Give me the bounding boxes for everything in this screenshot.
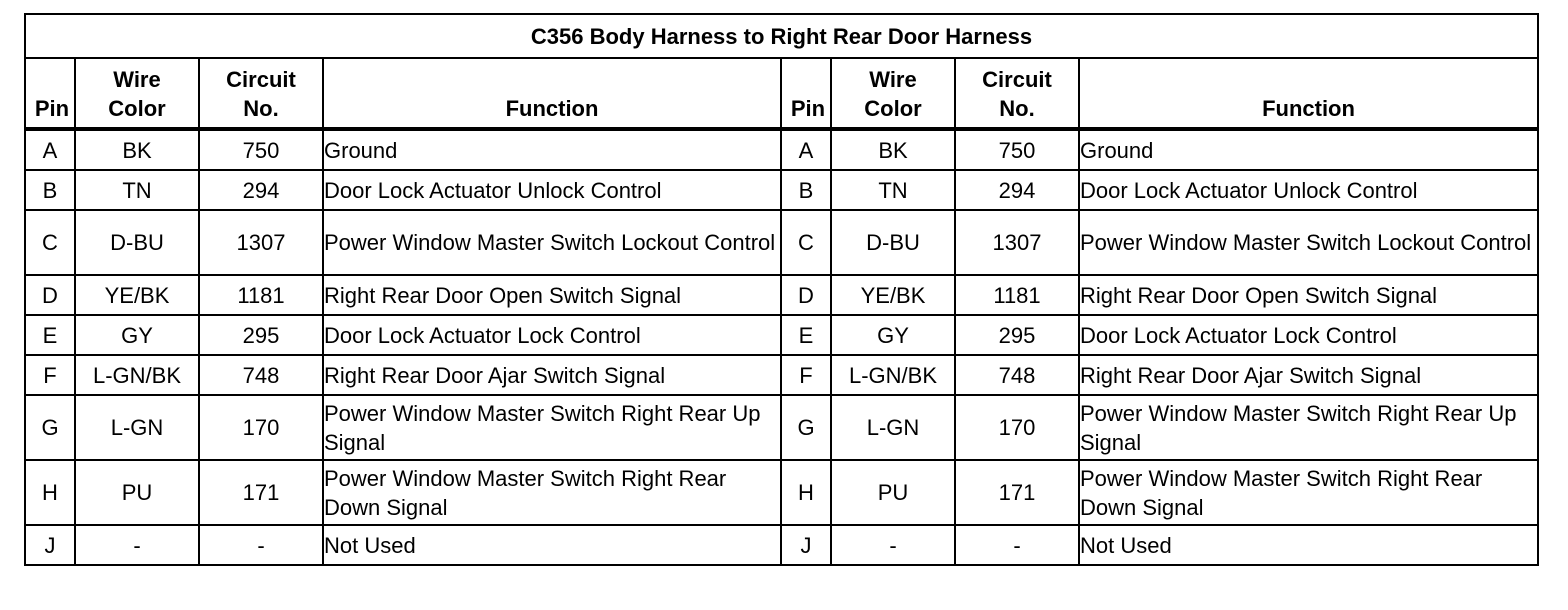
header-circuit-no-right-line1: Circuit — [982, 67, 1052, 92]
table-row — [25, 275, 1538, 315]
header-circuit-no-right — [955, 58, 1079, 129]
header-wire-color-line1: Wire — [113, 67, 161, 92]
header-circuit-no-line1: Circuit — [226, 67, 296, 92]
pin-cell: B — [781, 170, 831, 210]
wire-color-cell: - — [831, 525, 955, 565]
wire-color-cell: GY — [75, 315, 199, 355]
function-cell: Power Window Master Switch Lockout Control — [323, 210, 781, 275]
function-cell: Ground — [323, 129, 781, 170]
function-cell: Ground — [1079, 129, 1538, 170]
header-wire-color-right — [831, 58, 955, 129]
pin-cell: J — [781, 525, 831, 565]
circuit-cell: 748 — [199, 355, 323, 395]
table-title: C356 Body Harness to Right Rear Door Harness — [25, 14, 1538, 58]
function-cell: Power Window Master Switch Right Rear Up Signal — [1079, 395, 1538, 460]
pin-cell: E — [781, 315, 831, 355]
function-cell: Power Window Master Switch Right Rear Down Signal — [1079, 460, 1538, 525]
pin-cell: F — [25, 355, 75, 395]
wire-color-cell: PU — [831, 460, 955, 525]
header-circuit-no-right-line2: No. — [999, 96, 1035, 121]
wire-color-cell: L-GN/BK — [831, 355, 955, 395]
function-cell: Right Rear Door Ajar Switch Signal — [1079, 355, 1538, 395]
circuit-cell: 294 — [955, 170, 1079, 210]
wire-color-cell: L-GN — [75, 395, 199, 460]
table-row — [25, 129, 1538, 170]
pin-cell: H — [781, 460, 831, 525]
pin-cell: D — [25, 275, 75, 315]
pin-cell: D — [781, 275, 831, 315]
pin-cell: G — [781, 395, 831, 460]
wire-color-cell: BK — [831, 129, 955, 170]
function-cell: Power Window Master Switch Lockout Control — [1079, 210, 1538, 275]
table-row — [25, 170, 1538, 210]
table-row — [25, 315, 1538, 355]
wire-color-cell: - — [75, 525, 199, 565]
pin-cell: C — [781, 210, 831, 275]
pin-cell: E — [25, 315, 75, 355]
pin-cell: G — [25, 395, 75, 460]
header-wire-color — [75, 58, 199, 129]
function-cell: Door Lock Actuator Lock Control — [1079, 315, 1538, 355]
wire-color-cell: YE/BK — [831, 275, 955, 315]
header-circuit-no — [199, 58, 323, 129]
table-row — [25, 460, 1538, 525]
header-pin: Pin — [25, 58, 75, 129]
function-cell: Right Rear Door Open Switch Signal — [1079, 275, 1538, 315]
circuit-cell: 294 — [199, 170, 323, 210]
header-wire-color-line2: Color — [108, 96, 166, 121]
circuit-cell: 1307 — [199, 210, 323, 275]
header-function: Function — [323, 58, 781, 129]
header-wire-color-right-line1: Wire — [869, 67, 917, 92]
circuit-cell: - — [199, 525, 323, 565]
wire-color-cell: YE/BK — [75, 275, 199, 315]
table-row — [25, 525, 1538, 565]
function-cell: Power Window Master Switch Right Rear Down Signal — [323, 460, 781, 525]
circuit-cell: 748 — [955, 355, 1079, 395]
header-wire-color-right-line2: Color — [864, 96, 922, 121]
pin-cell: B — [25, 170, 75, 210]
table-body — [25, 129, 1538, 565]
circuit-cell: 171 — [199, 460, 323, 525]
table-row — [25, 395, 1538, 460]
circuit-cell: 1181 — [955, 275, 1079, 315]
table-row — [25, 355, 1538, 395]
circuit-cell: - — [955, 525, 1079, 565]
circuit-cell: 295 — [955, 315, 1079, 355]
wire-color-cell: L-GN/BK — [75, 355, 199, 395]
connector-table — [24, 13, 1539, 566]
header-row — [25, 58, 1538, 129]
circuit-cell: 1307 — [955, 210, 1079, 275]
pin-cell: H — [25, 460, 75, 525]
header-circuit-no-line2: No. — [243, 96, 279, 121]
function-cell: Not Used — [1079, 525, 1538, 565]
circuit-cell: 171 — [955, 460, 1079, 525]
wire-color-cell: GY — [831, 315, 955, 355]
table-row — [25, 210, 1538, 275]
pin-cell: A — [25, 129, 75, 170]
circuit-cell: 750 — [199, 129, 323, 170]
function-cell: Not Used — [323, 525, 781, 565]
wire-color-cell: BK — [75, 129, 199, 170]
pin-cell: J — [25, 525, 75, 565]
pin-cell: A — [781, 129, 831, 170]
function-cell: Door Lock Actuator Unlock Control — [1079, 170, 1538, 210]
wire-color-cell: PU — [75, 460, 199, 525]
wire-color-cell: TN — [75, 170, 199, 210]
function-cell: Right Rear Door Open Switch Signal — [323, 275, 781, 315]
header-pin-right: Pin — [781, 58, 831, 129]
circuit-cell: 170 — [955, 395, 1079, 460]
circuit-cell: 1181 — [199, 275, 323, 315]
function-cell: Door Lock Actuator Lock Control — [323, 315, 781, 355]
circuit-cell: 170 — [199, 395, 323, 460]
function-cell: Right Rear Door Ajar Switch Signal — [323, 355, 781, 395]
pin-cell: F — [781, 355, 831, 395]
wire-color-cell: L-GN — [831, 395, 955, 460]
wire-color-cell: D-BU — [75, 210, 199, 275]
function-cell: Power Window Master Switch Right Rear Up Signal — [323, 395, 781, 460]
pin-cell: C — [25, 210, 75, 275]
circuit-cell: 295 — [199, 315, 323, 355]
function-cell: Door Lock Actuator Unlock Control — [323, 170, 781, 210]
wire-color-cell: D-BU — [831, 210, 955, 275]
wire-color-cell: TN — [831, 170, 955, 210]
header-function-right: Function — [1079, 58, 1538, 129]
circuit-cell: 750 — [955, 129, 1079, 170]
